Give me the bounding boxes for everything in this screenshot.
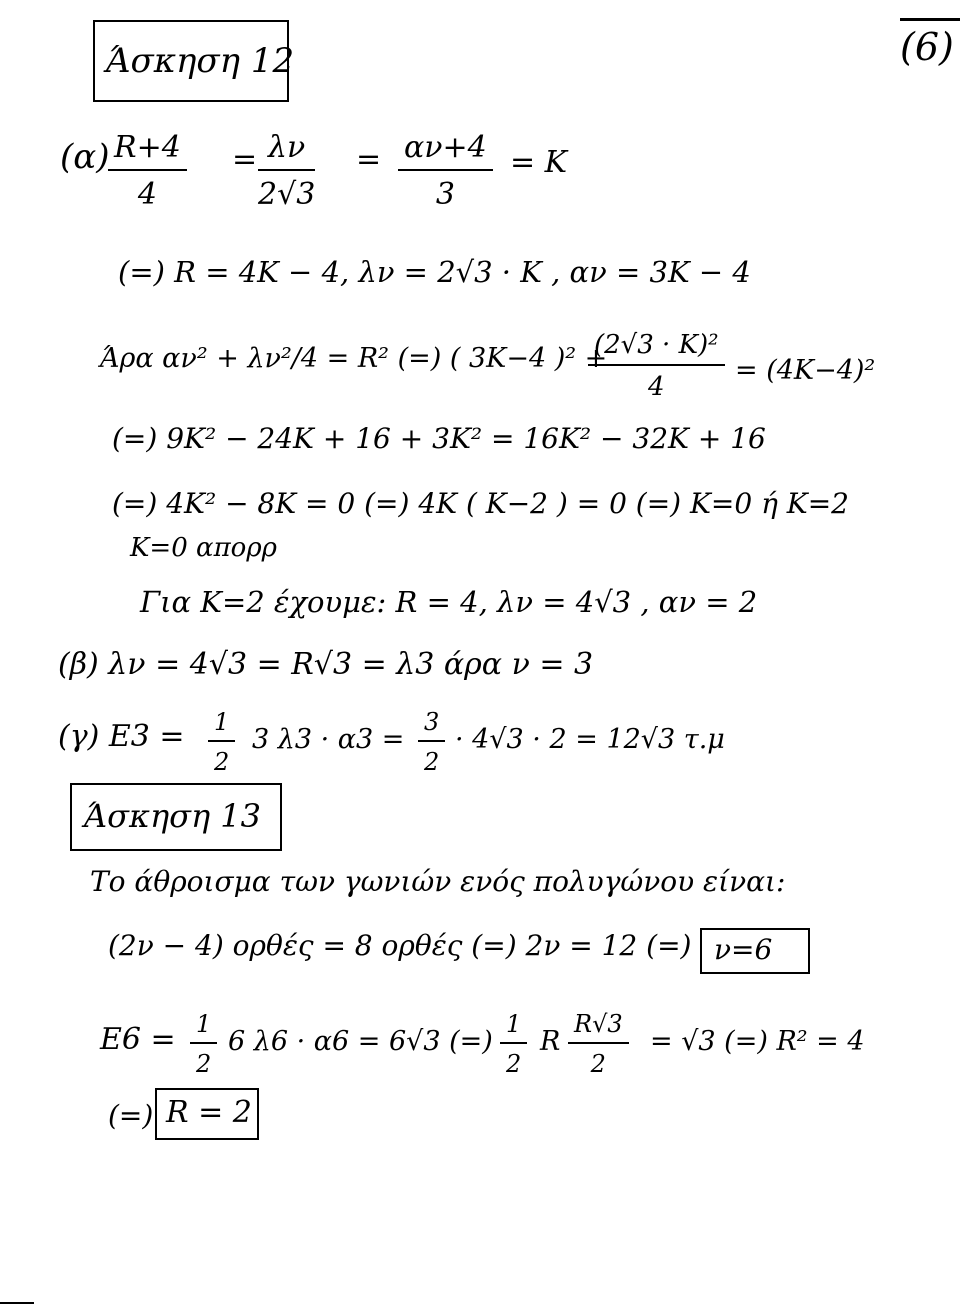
line-angle-sum: Το άθροισμα των γωνιών ενός πολυγώνου είναι: xyxy=(90,865,786,898)
fraction-2root3-k xyxy=(588,330,725,402)
fraction-one-half xyxy=(190,1010,217,1078)
fraction-denominator: 3 xyxy=(435,177,455,212)
bottom-rule xyxy=(0,1302,34,1304)
part-g-right: · 4√3 · 2 = 12√3 τ.μ xyxy=(455,724,725,755)
line-quadratic: (=) 4K² − 8K = 0 (=) 4K ( K−2 ) = 0 (=) K=0 ή K=2 xyxy=(112,487,849,520)
fraction-lambda xyxy=(258,130,315,212)
line-substitutions: (=) R = 4K − 4, λν = 2√3 · K , αν = 3K − 4 xyxy=(118,255,751,289)
line-reject-zero: K=0 απορρ xyxy=(130,533,277,563)
fraction-numerator: R√3 xyxy=(574,1010,623,1038)
e6-left: E6 = xyxy=(100,1022,176,1057)
part-a-label: (α) xyxy=(60,137,110,177)
fraction-numerator: λν xyxy=(268,130,306,165)
equals-sign: = xyxy=(356,142,382,177)
page-number: (6) xyxy=(900,25,954,69)
line-pythagoras-right: = (4K−4)² xyxy=(735,355,876,386)
fraction-numerator: R+4 xyxy=(114,130,181,165)
e6-radius-symbol: R xyxy=(540,1026,561,1057)
page-corner-rule xyxy=(900,0,960,21)
part-b-line: (β) λν = 4√3 = R√3 = λ3 άρα ν = 3 xyxy=(58,647,594,682)
exercise-12-title: Άσκηση 12 xyxy=(106,41,295,81)
equals-k: = K xyxy=(510,145,568,180)
equals-sign: = xyxy=(232,142,258,177)
line-solve-n: (2ν − 4) ορθές = 8 ορθές (=) 2ν = 12 (=) xyxy=(108,929,692,962)
fraction-r-plus-4 xyxy=(108,130,187,212)
e6-right: = √3 (=) R² = 4 xyxy=(650,1026,865,1057)
fraction-denominator: 4 xyxy=(648,372,665,402)
fraction-numerator: (2√3 · K)² xyxy=(594,330,719,360)
boxed-answer-n6-text: ν=6 xyxy=(714,933,773,966)
part-g-left: (γ) E3 = xyxy=(58,719,185,754)
line-pythagoras-left: Άρα αν² + λν²/4 = R² (=) ( 3K−4 )² + xyxy=(100,343,608,374)
part-g-middle: 3 λ3 · α3 = xyxy=(252,724,405,755)
fraction-numerator: 3 xyxy=(424,708,440,736)
line-values-for-k2: Για K=2 έχουμε: R = 4, λν = 4√3 , αν = 2 xyxy=(140,585,758,619)
fraction-denominator: 2 xyxy=(424,748,440,776)
fraction-denominator: 2 xyxy=(590,1050,606,1078)
fraction-one-half xyxy=(208,708,235,776)
fraction-r-root3-half xyxy=(568,1010,629,1078)
fraction-alpha xyxy=(398,130,493,212)
exercise-13-title: Άσκηση 13 xyxy=(84,797,262,835)
line-expansion: (=) 9K² − 24K + 16 + 3K² = 16K² − 32K + 16 xyxy=(112,422,766,455)
fraction-denominator: 2 xyxy=(196,1050,212,1078)
fraction-denominator: 2 xyxy=(506,1050,522,1078)
fraction-numerator: αν+4 xyxy=(404,130,487,165)
fraction-denominator: 4 xyxy=(137,177,157,212)
fraction-numerator: 1 xyxy=(214,708,230,736)
fraction-three-halves xyxy=(418,708,445,776)
fraction-denominator: 2√3 xyxy=(258,177,316,212)
boxed-answer-r2-text: R = 2 xyxy=(166,1095,252,1130)
e6-middle: 6 λ6 · α6 = 6√3 (=) xyxy=(228,1026,493,1057)
fraction-numerator: 1 xyxy=(196,1010,212,1038)
fraction-numerator: 1 xyxy=(506,1010,522,1038)
fraction-one-half xyxy=(500,1010,527,1078)
fraction-denominator: 2 xyxy=(214,748,230,776)
result-prefix: (=) xyxy=(108,1099,154,1132)
